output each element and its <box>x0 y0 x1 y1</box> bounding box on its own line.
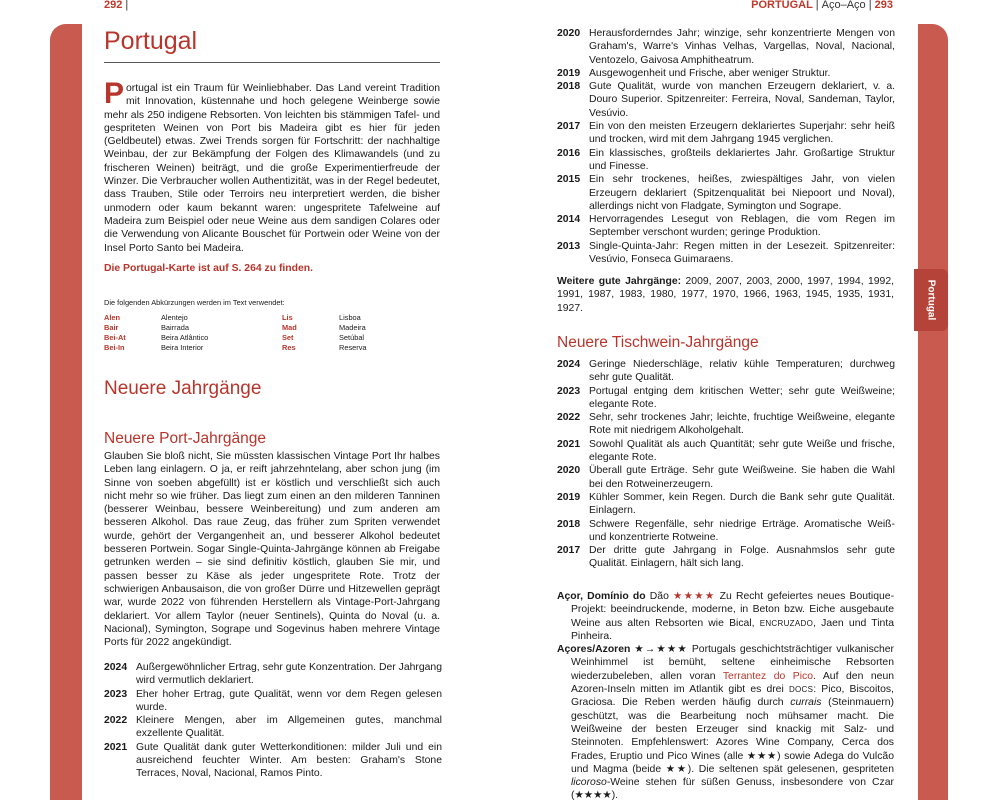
abbreviation-key: Bei-At <box>104 333 126 342</box>
right-thumb-tab <box>918 24 948 800</box>
vintage-entry <box>104 661 442 688</box>
vintage-year: 2014 <box>557 214 581 226</box>
abbreviation-value: Beira Interior <box>161 343 204 352</box>
vintage-text: Überall gute Erträge. Sehr gute Weißweine. Sie haben die Wahl bei den Rotweinerzeugern. <box>589 465 895 490</box>
producer-name[interactable]: Açor, Domínio do <box>557 591 646 602</box>
abbreviation-value: Lisboa <box>339 313 361 322</box>
abbreviation-key: Lis <box>282 313 293 322</box>
docs-smallcaps: DOCS <box>788 685 814 695</box>
producer-text: Portugals geschichtsträchtiger vulkanischer Weinhimmel ist bemüht, seltene einheimische Rebsorten wiederzubeleben, allen voran <box>571 644 895 682</box>
vintage-entry <box>557 438 895 465</box>
vintage-text: Eher hoher Ertrag, gute Qualität, wenn vor dem Regen gelesen wurde. <box>136 688 442 713</box>
abbreviation-key: Mad <box>282 323 297 332</box>
vintage-text: Geringe Niederschläge, relativ kühle Temperaturen; durchweg sehr gute Qualität. <box>589 359 895 384</box>
abbreviation-value: Madeira <box>339 323 366 332</box>
vintage-entry <box>557 518 895 545</box>
producer-region: Dão <box>649 591 669 602</box>
producer-list <box>557 590 894 803</box>
port-year-list-cont <box>557 27 895 266</box>
vintage-text: Gute Qualität dank guter Wetterkonditionen: milder Juli und ein ausreichend feuchter Winter. Am besten: Graham's Stone Terraces, Noval, Nacional, Ramos Pinto. <box>136 741 442 780</box>
vintage-year: 2024 <box>557 359 581 370</box>
vintage-entry <box>557 411 895 438</box>
more-vintages-years: 2009, 2007, 2003, 2000, 1997, 1994, 1992, 1991, 1987, 1983, 1980, 1977, 1970, 1966, 1963, 1945, 1935, 1931, 1927. <box>557 276 895 314</box>
vintage-entry <box>104 741 442 781</box>
vintage-year: 2017 <box>557 121 581 133</box>
abbreviation-key: Bei-In <box>104 343 125 352</box>
table-wine-subtitle: Neuere Tischwein-Jahrgänge <box>557 334 759 351</box>
vintage-year: 2022 <box>104 715 128 727</box>
section-title: Neuere Jahrgänge <box>104 378 262 399</box>
abbreviation-row <box>104 323 460 333</box>
italic-term: licoroso <box>571 777 607 789</box>
star-rating: ★→★★★ <box>634 644 688 656</box>
running-subtitle: Aço–Aço <box>821 0 866 11</box>
vintage-text: Ein sehr trockenes, heißes, zwiespältiges Jahr, von vielen Erzeugern deklariert (Spitzenqualität bei Niepoort und Noval), allerdings nicht von Fladgate, Symington und Sogrape. <box>589 174 895 212</box>
abbreviation-value: Setúbal <box>339 333 365 342</box>
running-title: PORTUGAL <box>751 0 813 11</box>
vintage-entry <box>557 120 895 147</box>
vintage-year: 2020 <box>557 465 581 477</box>
vintage-entry <box>557 80 895 120</box>
producer-name[interactable]: Açores/Azoren <box>557 644 631 656</box>
vintage-text: Portugal entging dem kritischen Wetter; sehr gute Weißweine; elegante Rote. <box>589 385 895 410</box>
vintage-text: Ausgewogenheit und Frische, aber weniger Struktur. <box>589 67 831 79</box>
page-title: Portugal <box>104 27 198 55</box>
producer-entry <box>557 643 894 803</box>
vintage-entry <box>557 213 895 240</box>
left-thumb-tab <box>50 24 82 800</box>
producer-text: : Pico, Biscoitos, Graciosa. Die Reben werden häufig durch <box>571 684 895 709</box>
abbreviation-row <box>104 333 460 343</box>
vintage-text: Der dritte gute Jahrgang in Folge. Ausnahmslos sehr gute Qualität. Einlagern, hält sich lang. <box>589 545 895 570</box>
vintage-entry <box>557 147 895 174</box>
abbreviation-table <box>104 313 460 353</box>
abbreviation-row <box>104 313 460 323</box>
vintage-entry <box>104 714 442 741</box>
abbreviation-note: Die folgenden Abkürzungen werden im Text verwendet: <box>104 298 285 307</box>
left-page-number: 292 <box>104 0 123 11</box>
intro-text: ortugal ist ein Traum für Weinliebhaber. Das Land vereint Tradition mit Innovation, küstennahe und hoch gelegene Weinberge sowie mehr als 250 indigene Rebsorten. Von leichten bis stämmigen Tafel- und gespriteten Weinen von Port bis Madeira gibt es hier für jeden (Geldbeutel) etwas. Zwei Trends sorgen für Fortschritt: der nachhaltige Weinbau, der zur Bekämpfung der Folgen des Klimawandels (und zu frischeren Weinen) beiträgt, und die große Experimentierfreude der Winzer. Die Verbraucher wollen Authentizität, was in der Regel bedeutet, dass Trauben, Stile oder Terroirs neu interpretiert werden, die bisher unmodern oder kaum bekannt waren: ungespritete Tafelweine auf Madeira zum Beispiel oder neue Weine aus dem sandigen Colares oder die Verwendung von Alicante Bouschet für Portwein oder Weine von der Insel Porto Santo bei Madeira. <box>104 83 440 254</box>
abbreviation-key: Alen <box>104 313 121 322</box>
abbreviation-key: Res <box>282 343 296 352</box>
vintage-year: 2020 <box>557 28 581 39</box>
abbreviation-key: Bair <box>104 323 119 332</box>
vintage-year: 2023 <box>557 385 581 397</box>
vintage-text: Kleinere Mengen, aber im Allgemeinen gutes, manchmal exzellente Qualität. <box>136 715 442 740</box>
vintage-entry <box>557 173 895 213</box>
vintage-text: Sowohl Qualität als auch Quantität; sehr gute Weiße und frische, elegante Rote. <box>589 438 895 464</box>
vintage-year: 2018 <box>557 81 581 93</box>
star-rating: ★★★★ <box>673 591 716 602</box>
abbreviation-value: Beira Atlântico <box>161 333 209 342</box>
grape-smallcaps: ENCRUZADO <box>759 618 814 628</box>
vintage-year: 2018 <box>557 518 581 530</box>
map-reference[interactable]: Die Portugal-Karte ist auf S. 264 zu finden. <box>104 263 314 274</box>
port-year-list <box>104 661 442 781</box>
header-separator: | <box>125 0 129 11</box>
vintage-year: 2019 <box>557 67 581 79</box>
vintage-year: 2016 <box>557 147 581 159</box>
vintage-text: Gute Qualität, wurde von manchen Erzeugern deklariert, v. a. Douro Superior. Spitzenreiter: Ferreira, Noval, Sandeman, Taylor, Vesúvio. <box>589 81 895 119</box>
italic-term: currais <box>790 697 822 709</box>
vintage-text: Kühler Sommer, kein Regen. Durch die Bank sehr gute Qualität. Einlagern. <box>589 491 895 517</box>
vintage-entry <box>557 464 895 491</box>
abbreviation-value: Reserva <box>339 343 367 352</box>
vintage-text: Hervorragendes Lesegut von Reblagen, die vom Regen im September verschont wurden; geringe Produktion. <box>589 214 895 239</box>
vintage-entry <box>104 688 442 715</box>
abbreviation-value: Alentejo <box>161 313 188 322</box>
vintage-year: 2021 <box>104 741 128 753</box>
vintage-year: 2022 <box>557 412 581 424</box>
producer-text: (Steinmauern) geschützt, was die Bearbeitung noch mühsamer macht. Die Weißweine der besten Erzeuger sind knackig mit Salz- und Steinnoten. Empfehlenswert: Azores Wine Company, Cerca dos Frades, Eruptio und Pico Wines (alle ★★★) sowie Adega do Vulcão und Magma (beide ★★). Die seltenen spät gelesenen, gespriteten <box>571 697 894 775</box>
vintage-year: 2017 <box>557 545 581 557</box>
vintage-text: Außergewöhnlicher Ertrag, sehr gute Konzentration. Der Jahrgang wird vermutlich deklariert. <box>136 662 442 687</box>
port-intro: Glauben Sie bloß nicht, Sie müssten klassischen Vintage Port Ihr halbes Leben lang einlagern. O ja, er reift jahrzehntelang, aber schon jung (im Sinne von soeben abgefüllt) ist er köstlich und verschließt sich auch nicht mehr so wie früher. Das liegt zum einen an den milderen Tanninen (besserer Weinbau, bessere Weinbereitung) und zum anderen am besseren Alkohol. Das raue Zeug, das früher zum Spriten verwendet wurde, gehört der Vergangenheit an, und besserer Alkohol bedeutet besseren Portwein. Sogar Single-Quinta-Jahrgänge können ab Freigabe getrunken werden – sie sind definitiv köstlich, glauben Sie mir, und passen besser zu Käse als jeder ungespritete Rote. Trotz der schwierigen Anbausaison, die von großer Dürre und Hitzewellen geprägt war, wurde 2022 von führenden Herstellern als Vintage-Port-Jahrgang deklariert. Vor allem Taylor (neuer Sentinels), Quinta do Noval (u. a. Nacional), Symington, Sogrape und Sogevinus haben mehrere Vintage Ports für 2022 angekündigt. <box>104 451 440 649</box>
vintage-entry <box>557 358 895 385</box>
abbreviation-value: Bairrada <box>161 323 189 332</box>
vintage-text: Sehr, sehr trockenes Jahr; leichte, fruchtige Weißweine, elegante Rote mit niedrigem Alkoholgehalt. <box>589 412 895 437</box>
vintage-entry <box>557 240 895 267</box>
producer-text: , Jaen und Tinta Pinheira. <box>571 617 894 642</box>
producer-text: . Auf den neun Azoren-Inseln mitten im Atlantik gibt es drei <box>571 670 894 696</box>
more-vintages-label: Weitere gute Jahrgänge: <box>557 276 682 287</box>
vintage-entry <box>557 67 895 80</box>
vintage-year: 2021 <box>557 438 581 450</box>
abbreviation-key: Set <box>282 333 294 342</box>
vintage-year: 2019 <box>557 491 581 503</box>
vintage-year: 2015 <box>557 174 581 186</box>
title-rule <box>104 62 440 63</box>
vintage-entry <box>557 544 895 571</box>
vintage-text: Ein klassisches, großteils deklariertes Jahr. Großartige Struktur und Finesse. <box>589 147 895 172</box>
port-subtitle: Neuere Port-Jahrgänge <box>104 430 266 447</box>
vintage-text: Ein von den meisten Erzeugern deklariertes Superjahr: sehr heiß und trocken, wird mit dem Jahrgang 1945 verglichen. <box>589 121 895 146</box>
vintage-text: Single-Quinta-Jahr: Regen mitten in der Lesezeit. Spitzenreiter: Vesúvio, Fonseca Guimaraens. <box>589 240 895 266</box>
vintage-text: Herausforderndes Jahr; winzige, sehr konzentrierte Mengen von Graham's, Warre's Vinhas Velhas, Vargellas, Noval, Nacional, Ventozelo, Gaivosa Amphitheatrum. <box>589 28 895 66</box>
vintage-year: 2013 <box>557 240 581 252</box>
country-tab[interactable] <box>914 269 948 331</box>
header-separator: | <box>815 0 819 11</box>
more-vintages <box>557 275 894 315</box>
producer-text: -Weine stehen für süßen Genuss, insbesondere von Czar (★★★★). <box>571 777 894 802</box>
left-page-header <box>104 0 128 11</box>
vintage-text: Schwere Regenfälle, sehr niedrige Erträge. Aromatische Weiß- und konzentrierte Rotweine. <box>589 518 895 543</box>
intro-paragraph <box>104 77 440 255</box>
vintage-entry <box>557 385 895 412</box>
vintage-entry <box>557 27 895 67</box>
cross-reference-link[interactable]: Terrantez do Pico <box>722 670 814 682</box>
right-page-number: 293 <box>874 0 893 11</box>
right-page-header <box>751 0 893 11</box>
abbreviation-row <box>104 343 460 353</box>
drop-cap: P <box>104 77 125 110</box>
producer-entry <box>557 590 894 643</box>
producer-text: Zu Recht gefeiertes neues Boutique-Projekt: beeindruckende, moderne, in Beton bzw. Eiche ausgebaute Weine aus alten Rebsorten wie Bical, <box>571 591 895 629</box>
vintage-year: 2024 <box>104 662 128 673</box>
country-tab-label: Portugal <box>925 279 937 321</box>
vintage-entry <box>557 491 895 518</box>
header-separator: | <box>868 0 872 11</box>
table-year-list <box>557 358 895 571</box>
vintage-year: 2023 <box>104 688 128 700</box>
